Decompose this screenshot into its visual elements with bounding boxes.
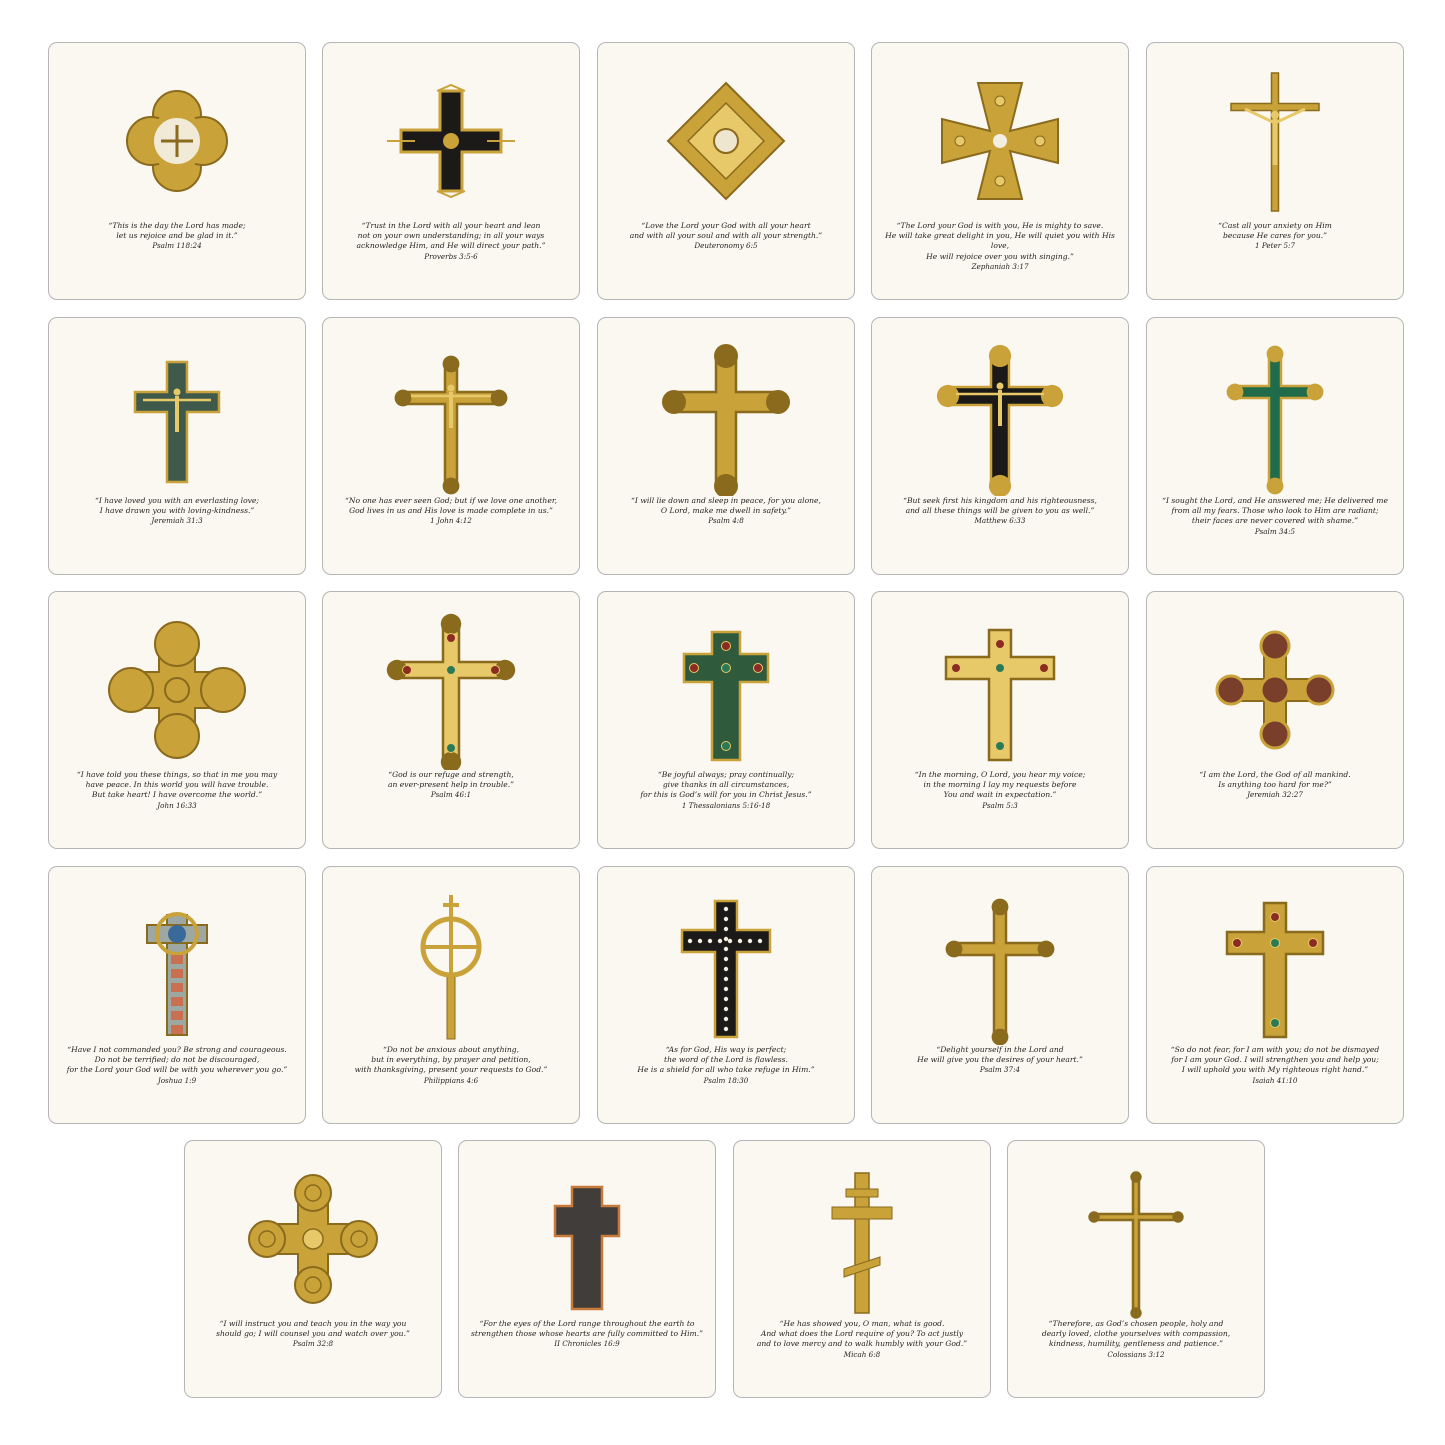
crucifix-icon xyxy=(1147,61,1403,221)
verse-reference: Psalm 118:24 xyxy=(152,241,202,251)
verse-card xyxy=(871,317,1129,575)
verse-text xyxy=(331,221,571,262)
verse-text xyxy=(193,1319,433,1349)
jeweled-gold-cross-icon xyxy=(1147,885,1403,1045)
verse-reference: Colossians 3:12 xyxy=(1107,1349,1165,1359)
verse-quote: “Trust in the Lord with all your heart and lean not on your own understanding; in all your ways acknowledge Him, and He will direct your path.” xyxy=(356,221,546,251)
verse-text xyxy=(880,770,1120,811)
verse-reference: II Chronicles 16:9 xyxy=(554,1339,620,1349)
verse-reference: Jeremiah 31:3 xyxy=(151,516,203,526)
verse-reference: Psalm 37:4 xyxy=(979,1065,1021,1075)
verse-quote: “For the eyes of the Lord range throughout the earth to strengthen those whose hearts are fully committed to Him.” xyxy=(471,1319,703,1339)
verse-card xyxy=(871,591,1129,849)
verse-card xyxy=(322,42,580,300)
trefoil-gold-cross-icon xyxy=(872,885,1128,1045)
green-enamel-cross-icon xyxy=(1147,336,1403,496)
emerald-filigree-cross-icon xyxy=(872,610,1128,770)
budded-gold-cross-icon xyxy=(598,336,854,496)
verse-card xyxy=(733,1140,991,1398)
verse-text xyxy=(1155,496,1395,537)
verse-card xyxy=(1146,591,1404,849)
verse-reference: Philippians 4:6 xyxy=(423,1075,479,1085)
verse-reference: Jeremiah 32:27 xyxy=(1247,790,1303,800)
verse-quote: “Therefore, as God’s chosen people, holy and dearly loved, clothe yourselves with compassion, kindness, humility, gentleness and patience.” xyxy=(1041,1319,1231,1349)
verse-text xyxy=(880,1045,1120,1075)
verse-quote: “Have I not commanded you? Be strong and courageous. Do not be terrified; do not be discouraged, for the Lord your God will be with you wherever you go.” xyxy=(66,1045,288,1075)
verse-quote: “I will lie down and sleep in peace, for you alone, O Lord, make me dwell in safety.” xyxy=(631,496,821,516)
processional-crucifix-icon xyxy=(323,336,579,496)
verse-card xyxy=(322,866,580,1124)
verse-quote: “So do not fear, for I am with you; do not be dismayed for I am your God. I will strengthen you and help you; I will uphold you with My righteous right hand.” xyxy=(1170,1045,1380,1075)
verse-text xyxy=(331,1045,571,1086)
black-pearl-cross-icon xyxy=(598,885,854,1045)
verse-text xyxy=(1155,1045,1395,1086)
verse-quote: “But seek first his kingdom and his righteousness, and all these things will be given to you as well.” xyxy=(903,496,1097,516)
verse-card xyxy=(48,591,306,849)
verse-reference: Psalm 34:5 xyxy=(1254,526,1296,536)
verse-reference: Proverbs 3:5-6 xyxy=(424,251,478,261)
slender-gold-cross-icon xyxy=(1008,1159,1264,1319)
verse-quote: “This is the day the Lord has made; let us rejoice and be glad in it.” xyxy=(108,221,246,241)
verse-reference: 1 John 4:12 xyxy=(430,516,472,526)
hand-cross-icon xyxy=(323,885,579,1045)
verse-quote: “He has showed you, O man, what is good. And what does the Lord require of you? To act justly and to love mercy and to walk humbly with your God.” xyxy=(756,1319,968,1349)
verse-text xyxy=(742,1319,982,1360)
verse-quote: “I will instruct you and teach you in the way you should go; I will counsel you and watch over you.” xyxy=(216,1319,410,1339)
verse-card xyxy=(458,1140,716,1398)
verse-quote: “No one has ever seen God; but if we love one another, God lives in us and His love is made complete in us.” xyxy=(344,496,558,516)
verse-reference: Isaiah 41:10 xyxy=(1252,1075,1298,1085)
verse-text xyxy=(1155,770,1395,800)
verse-reference: 1 Peter 5:7 xyxy=(1254,241,1296,251)
verse-text xyxy=(606,1045,846,1086)
verse-quote: “I sought the Lord, and He answered me; He delivered me from all my fears. Those who look to Him are radiant; their faces are never covered with shame.” xyxy=(1162,496,1388,526)
verse-quote: “The Lord your God is with you, He is mighty to save. He will take great delight in you, He will quiet you with His love, He will rejoice over you with singing.” xyxy=(885,221,1115,261)
verse-reference: Psalm 18:30 xyxy=(703,1075,749,1085)
verse-card xyxy=(1007,1140,1265,1398)
verse-reference: Matthew 6:33 xyxy=(974,516,1026,526)
verse-quote: “Love the Lord your God with all your heart and with all your soul and with all your strength.” xyxy=(629,221,823,241)
quatrefoil-filigree-cross-icon xyxy=(49,61,305,221)
verse-reference: 1 Thessalonians 5:16-18 xyxy=(681,800,771,810)
verse-card xyxy=(597,866,855,1124)
black-gold-filigree-cross-icon xyxy=(323,61,579,221)
verse-card xyxy=(48,317,306,575)
verse-card xyxy=(871,42,1129,300)
verse-quote: “I am the Lord, the God of all mankind. Is anything too hard for me?” xyxy=(1199,770,1351,790)
verse-quote: “Be joyful always; pray continually; give thanks in all circumstances, for this is God’s will for you in Christ Jesus.” xyxy=(640,770,812,800)
verse-card xyxy=(184,1140,442,1398)
verse-reference: Zephaniah 3:17 xyxy=(971,261,1029,271)
verse-quote: “I have loved you with an everlasting love; I have drawn you with loving-kindness.” xyxy=(94,496,259,516)
verse-quote: “As for God, His way is perfect; the word of the Lord is flawless. He is a shield for all who take refuge in Him.” xyxy=(637,1045,815,1075)
verse-card xyxy=(597,42,855,300)
verse-text xyxy=(57,221,297,251)
verse-card xyxy=(1146,317,1404,575)
verse-text xyxy=(606,496,846,526)
verse-text xyxy=(1016,1319,1256,1360)
roundel-enamel-cross-icon xyxy=(1147,610,1403,770)
verse-card xyxy=(597,317,855,575)
verse-text xyxy=(606,221,846,251)
verse-reference: Psalm 32:8 xyxy=(292,1339,334,1349)
verse-card xyxy=(322,317,580,575)
verse-quote: “God is our refuge and strength, an ever-present help in trouble.” xyxy=(387,770,515,790)
gold-round-arm-cross-icon xyxy=(49,610,305,770)
verse-text xyxy=(880,221,1120,272)
verse-quote: “Delight yourself in the Lord and He will give you the desires of your heart.” xyxy=(917,1045,1083,1065)
verse-text xyxy=(606,770,846,811)
verse-reference: John 16:33 xyxy=(157,800,197,810)
ornate-enamel-cross-icon xyxy=(598,610,854,770)
verse-card xyxy=(48,866,306,1124)
enamel-crucifix-icon xyxy=(49,336,305,496)
verse-quote: “I have told you these things, so that in me you may have peace. In this world you will have trouble. But take heart! I have overcome the world.” xyxy=(76,770,278,800)
verse-text xyxy=(331,496,571,526)
verse-reference: Psalm 4:8 xyxy=(708,516,744,526)
jeweled-pendant-cross-icon xyxy=(323,610,579,770)
verse-card xyxy=(1146,42,1404,300)
gold-pearl-cross-icon xyxy=(872,61,1128,221)
orthodox-cross-icon xyxy=(734,1159,990,1319)
dark-stone-cross-icon xyxy=(459,1159,715,1319)
verse-card xyxy=(1146,866,1404,1124)
verse-card xyxy=(322,591,580,849)
verse-card xyxy=(597,591,855,849)
verse-quote: “Cast all your anxiety on Him because He cares for you.” xyxy=(1218,221,1332,241)
verse-text xyxy=(57,770,297,811)
verse-text xyxy=(1155,221,1395,251)
verse-reference: Joshua 1:9 xyxy=(157,1075,197,1085)
verse-text xyxy=(331,770,571,800)
verse-quote: “Do not be anxious about anything, but in everything, by prayer and petition, with thanksgiving, present your requests to God.” xyxy=(354,1045,548,1075)
verse-text xyxy=(880,496,1120,526)
verse-reference: Deuteronomy 6:5 xyxy=(694,241,758,251)
spiral-gold-cross-icon xyxy=(185,1159,441,1319)
verse-quote: “In the morning, O Lord, you hear my voice; in the morning I lay my requests before You and wait in expectation.” xyxy=(914,770,1086,800)
verse-text xyxy=(57,1045,297,1086)
verse-text xyxy=(467,1319,707,1349)
verse-card xyxy=(48,42,306,300)
verse-reference: Psalm 5:3 xyxy=(982,800,1018,810)
verse-card xyxy=(871,866,1129,1124)
gold-diamond-brooch-cross-icon xyxy=(598,61,854,221)
verse-text xyxy=(57,496,297,526)
celtic-enamel-cross-icon xyxy=(49,885,305,1045)
black-budded-crucifix-icon xyxy=(872,336,1128,496)
verse-reference: Micah 6:8 xyxy=(843,1349,881,1359)
verse-reference: Psalm 46:1 xyxy=(430,790,472,800)
